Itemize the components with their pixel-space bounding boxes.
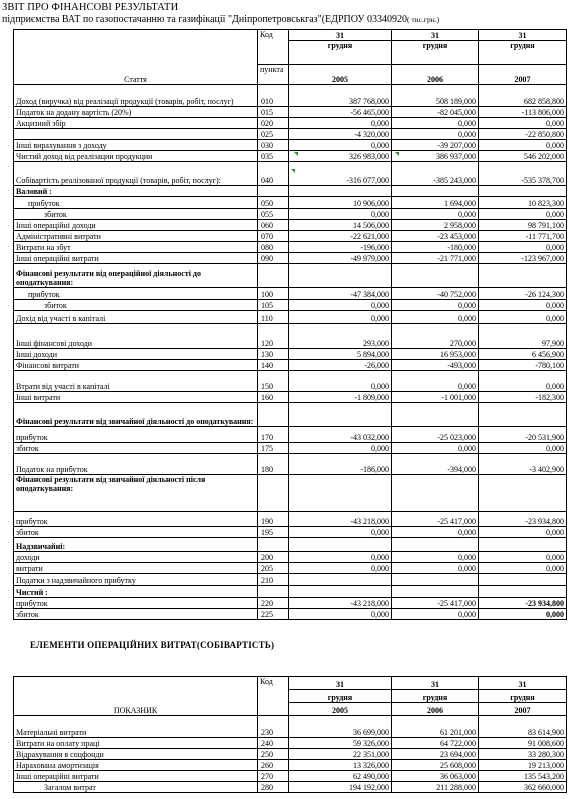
col-header-year: 2005 xyxy=(289,65,392,85)
row-label: Акцизний збір xyxy=(14,118,258,129)
row-code: 220 xyxy=(258,598,289,609)
row-code: 050 xyxy=(258,197,289,209)
value-cell: 682 858,800 xyxy=(479,85,567,107)
value-cell: 0,000 xyxy=(392,118,479,129)
value-cell: 386 937,000 xyxy=(392,151,479,162)
table-row xyxy=(14,107,567,118)
value-cell: 91 008,600 xyxy=(479,738,567,749)
table-row xyxy=(14,118,567,129)
value-cell: 23 694,000 xyxy=(392,749,479,760)
value-cell xyxy=(392,403,479,427)
value-cell: -182,300 xyxy=(479,392,567,403)
value-cell: 0,000 xyxy=(392,563,479,574)
value-cell xyxy=(392,574,479,586)
value-cell: 0,000 xyxy=(289,118,392,129)
row-code: 180 xyxy=(258,454,289,475)
value-cell xyxy=(392,475,479,512)
value-cell: 59 326,000 xyxy=(289,738,392,749)
value-cell: 194 192,000 xyxy=(289,782,392,793)
value-cell: 0,000 xyxy=(479,311,567,324)
row-label: Витрати на збут xyxy=(14,242,258,253)
row-label: збиток xyxy=(14,443,258,454)
row-code: 250 xyxy=(258,749,289,760)
col-header-year: 2005 xyxy=(289,703,392,716)
row-code: 210 xyxy=(258,574,289,586)
value-cell xyxy=(289,186,392,197)
value-cell: -394,000 xyxy=(392,454,479,475)
value-cell xyxy=(479,403,567,427)
value-cell: 10 906,000 xyxy=(289,197,392,209)
table-row xyxy=(14,609,567,620)
value-cell: 0,000 xyxy=(289,300,392,311)
value-cell: 0,000 xyxy=(479,300,567,311)
value-cell: 83 614,900 xyxy=(479,716,567,738)
value-cell: -20 531,900 xyxy=(479,427,567,443)
value-cell: 326 983,000 xyxy=(289,151,392,162)
col-header-month: грудня xyxy=(392,690,479,703)
financial-results-table xyxy=(13,29,567,620)
value-cell: 0,000 xyxy=(289,209,392,220)
table-row xyxy=(14,209,567,220)
row-label: Інші вирахування з доходу xyxy=(14,140,258,151)
table-row xyxy=(14,454,567,475)
row-code: 020 xyxy=(258,118,289,129)
value-cell: -43 032,000 xyxy=(289,427,392,443)
value-cell: -385 243,000 xyxy=(392,162,479,186)
value-cell: -123 967,000 xyxy=(479,253,567,264)
value-cell: -3 402,900 xyxy=(479,454,567,475)
col-header-article: Стаття xyxy=(14,30,258,85)
row-code: 060 xyxy=(258,220,289,231)
value-cell: 0,000 xyxy=(289,609,392,620)
row-code: 260 xyxy=(258,760,289,771)
table-row xyxy=(14,140,567,151)
value-cell: -43 218,000 xyxy=(289,512,392,527)
value-cell: 0,000 xyxy=(392,609,479,620)
table-row xyxy=(14,253,567,264)
report-subtitle xyxy=(2,14,439,25)
value-cell: -493,000 xyxy=(392,360,479,371)
value-cell: -26,000 xyxy=(289,360,392,371)
value-cell: 0,000 xyxy=(479,609,567,620)
table-row xyxy=(14,324,567,349)
row-code xyxy=(258,264,289,288)
value-cell: 387 768,000 xyxy=(289,85,392,107)
value-cell: 25 608,000 xyxy=(392,760,479,771)
row-label: Фінансові витрати xyxy=(14,360,258,371)
row-label: Чистий : xyxy=(14,586,258,598)
row-label: Фінансові результати від операційної діяльності до оподаткування: xyxy=(14,264,258,288)
value-cell: 36 699,000 xyxy=(289,716,392,738)
row-label: Загалом витрат xyxy=(14,782,258,793)
row-code: 195 xyxy=(258,527,289,538)
operating-expenses-table xyxy=(13,676,567,793)
table-row xyxy=(14,360,567,371)
row-code: 120 xyxy=(258,324,289,349)
table-row xyxy=(14,538,567,552)
cell-indicator-icon xyxy=(395,152,399,156)
row-label: збиток xyxy=(14,609,258,620)
value-cell: -22 850,800 xyxy=(479,129,567,140)
units-label: ( тис.грн.) xyxy=(407,15,440,24)
row-label: Податок на прибуток xyxy=(14,454,258,475)
table-row xyxy=(14,311,567,324)
row-label: Фінансові результати від звичайної діяльності після оподаткування: xyxy=(14,475,258,512)
value-cell: 22 351,000 xyxy=(289,749,392,760)
value-cell: 16 953,000 xyxy=(392,349,479,360)
row-code: 200 xyxy=(258,552,289,563)
value-cell: 0,000 xyxy=(289,443,392,454)
value-cell: -21 771,000 xyxy=(392,253,479,264)
value-cell: -56 465,000 xyxy=(289,107,392,118)
value-cell: 33 280,300 xyxy=(479,749,567,760)
table-row xyxy=(14,716,567,738)
report-title: ЗВІТ ПРО ФІНАНСОВІ РЕЗУЛЬТАТИ xyxy=(2,2,179,13)
row-label: Податок на додану вартість (20%) xyxy=(14,107,258,118)
value-cell: 98 791,100 xyxy=(479,220,567,231)
value-cell: -25 417,000 xyxy=(392,512,479,527)
row-label: Інші операційні доходи xyxy=(14,220,258,231)
row-code: 225 xyxy=(258,609,289,620)
row-label: Інші фінансові доходи xyxy=(14,324,258,349)
value-cell: 5 894,000 xyxy=(289,349,392,360)
table-row xyxy=(14,85,567,107)
value-cell: -23 934,800 xyxy=(479,598,567,609)
table-row xyxy=(14,220,567,231)
row-label: Собівартість реалізованої продукції (товарів, робіт, послуг): xyxy=(14,162,258,186)
table-row xyxy=(14,527,567,538)
value-cell: 0,000 xyxy=(289,552,392,563)
table-row xyxy=(14,738,567,749)
col-header-month: грудня xyxy=(479,41,567,65)
row-code: 130 xyxy=(258,349,289,360)
row-code: 080 xyxy=(258,242,289,253)
row-label: збиток xyxy=(14,527,258,538)
value-cell: 14 506,000 xyxy=(289,220,392,231)
row-code: 090 xyxy=(258,253,289,264)
col-header-indicator: ПОКАЗНИК xyxy=(14,677,258,716)
value-cell: -26 124,300 xyxy=(479,288,567,300)
row-label: Доход (виручка) від реалізації продукції (товарів, робіт, послуг) xyxy=(14,85,258,107)
table-row xyxy=(14,749,567,760)
row-code: 270 xyxy=(258,771,289,782)
col-header-month: грудня xyxy=(479,690,567,703)
row-label xyxy=(14,129,258,140)
row-label: Інші витрати xyxy=(14,392,258,403)
value-cell xyxy=(289,264,392,288)
row-code: 230 xyxy=(258,716,289,738)
row-code: 100 xyxy=(258,288,289,300)
row-code: 190 xyxy=(258,512,289,527)
table-row xyxy=(14,231,567,242)
col-header-month: грудня xyxy=(289,690,392,703)
value-cell xyxy=(392,186,479,197)
value-cell: -23 934,800 xyxy=(479,512,567,527)
value-cell: 0,000 xyxy=(392,443,479,454)
row-code: 035 xyxy=(258,151,289,162)
row-code xyxy=(258,586,289,598)
value-cell: 0,000 xyxy=(392,129,479,140)
table-row xyxy=(14,563,567,574)
value-cell: 270,000 xyxy=(392,324,479,349)
table-row xyxy=(14,300,567,311)
row-label: прибуток xyxy=(14,427,258,443)
value-cell: 6 456,900 xyxy=(479,349,567,360)
value-cell: 0,000 xyxy=(479,527,567,538)
table-row xyxy=(14,598,567,609)
value-cell: -47 384,000 xyxy=(289,288,392,300)
value-cell xyxy=(289,403,392,427)
value-cell xyxy=(392,586,479,598)
table-row xyxy=(14,288,567,300)
value-cell: 0,000 xyxy=(479,443,567,454)
table-row xyxy=(14,242,567,253)
value-cell: -23 453,000 xyxy=(392,231,479,242)
row-code: 160 xyxy=(258,392,289,403)
col-header-day: 31 xyxy=(479,677,567,690)
table-row xyxy=(14,162,567,186)
row-label: доходи xyxy=(14,552,258,563)
col-header-day: 31 xyxy=(392,30,479,41)
table-row xyxy=(14,427,567,443)
value-cell: 0,000 xyxy=(479,118,567,129)
value-cell: 64 722,000 xyxy=(392,738,479,749)
col-header-year: 2007 xyxy=(479,65,567,85)
col-header-day: 31 xyxy=(392,677,479,690)
row-label: Адміністративні витрати xyxy=(14,231,258,242)
col-header-code: Код xyxy=(258,30,289,65)
value-cell: 10 823,300 xyxy=(479,197,567,209)
row-code: 030 xyxy=(258,140,289,151)
row-code: 040 xyxy=(258,162,289,186)
value-cell: 97,900 xyxy=(479,324,567,349)
value-cell: -22 621,000 xyxy=(289,231,392,242)
value-cell: -39 207,000 xyxy=(392,140,479,151)
value-cell: 0,000 xyxy=(392,311,479,324)
value-cell: -4 320,000 xyxy=(289,129,392,140)
value-cell: 0,000 xyxy=(479,242,567,253)
row-label: Чистий доход від реалізации продукции xyxy=(14,151,258,162)
table-row xyxy=(14,392,567,403)
value-cell: 0,000 xyxy=(392,209,479,220)
value-cell: -780,100 xyxy=(479,360,567,371)
value-cell: 0,000 xyxy=(479,563,567,574)
subtitle-text: підприємства ВАТ по газопостачанню та газифікації "Дніпропетровськгаз"(ЕДРПОУ 03340920 xyxy=(2,14,407,25)
col-header-code-2: пункта xyxy=(258,65,289,85)
value-cell xyxy=(289,475,392,512)
row-code: 105 xyxy=(258,300,289,311)
row-label: Податки з надзвичайного прибутку xyxy=(14,574,258,586)
value-cell: 0,000 xyxy=(479,140,567,151)
row-label: Матеріальні витрати xyxy=(14,716,258,738)
col-header-day: 31 xyxy=(479,30,567,41)
value-cell: 1 694,000 xyxy=(392,197,479,209)
value-cell: 0,000 xyxy=(392,527,479,538)
row-label: збиток xyxy=(14,209,258,220)
table-row xyxy=(14,129,567,140)
row-label: Надзвичайні: xyxy=(14,538,258,552)
row-label: Втрати від участі в капіталі xyxy=(14,371,258,392)
row-code xyxy=(258,186,289,197)
row-label: Фінансові результати від звичайної діяльності до оподаткування: xyxy=(14,403,258,427)
value-cell xyxy=(392,538,479,552)
table-row xyxy=(14,151,567,162)
value-cell: -186,000 xyxy=(289,454,392,475)
row-label: збиток xyxy=(14,300,258,311)
row-label: Валовий : xyxy=(14,186,258,197)
value-cell: 0,000 xyxy=(289,311,392,324)
table-row xyxy=(14,512,567,527)
value-cell: 13 326,000 xyxy=(289,760,392,771)
row-label: прибуток xyxy=(14,197,258,209)
value-cell: 0,000 xyxy=(392,371,479,392)
row-code: 205 xyxy=(258,563,289,574)
value-cell: 0,000 xyxy=(479,209,567,220)
row-label: Нарахована амортизація xyxy=(14,760,258,771)
value-cell xyxy=(479,186,567,197)
value-cell: 0,000 xyxy=(289,527,392,538)
table-row xyxy=(14,574,567,586)
value-cell: -25 417,000 xyxy=(392,598,479,609)
value-cell xyxy=(479,264,567,288)
table-row xyxy=(14,782,567,793)
value-cell xyxy=(479,475,567,512)
row-code: 140 xyxy=(258,360,289,371)
col-header-month: грудня xyxy=(289,41,392,65)
row-code xyxy=(258,538,289,552)
table-row xyxy=(14,186,567,197)
value-cell: 62 490,000 xyxy=(289,771,392,782)
table-row xyxy=(14,771,567,782)
value-cell: -180,000 xyxy=(392,242,479,253)
value-cell: 0,000 xyxy=(392,552,479,563)
row-label: прибуток xyxy=(14,512,258,527)
value-cell: -82 045,000 xyxy=(392,107,479,118)
value-cell xyxy=(479,574,567,586)
value-cell: 0,000 xyxy=(289,563,392,574)
table-row xyxy=(14,349,567,360)
value-cell: -11 771,700 xyxy=(479,231,567,242)
value-cell: 36 063,000 xyxy=(392,771,479,782)
value-cell: -49 979,000 xyxy=(289,253,392,264)
table-row xyxy=(14,760,567,771)
row-code: 015 xyxy=(258,107,289,118)
col-header-month: грудня xyxy=(392,41,479,65)
value-cell: -196,000 xyxy=(289,242,392,253)
value-cell: 293,000 xyxy=(289,324,392,349)
value-cell: 0,000 xyxy=(479,552,567,563)
value-cell: -25 023,000 xyxy=(392,427,479,443)
row-code: 110 xyxy=(258,311,289,324)
value-cell: -535 378,700 xyxy=(479,162,567,186)
value-cell: -43 218,000 xyxy=(289,598,392,609)
col-header-day: 31 xyxy=(289,30,392,41)
row-code: 280 xyxy=(258,782,289,793)
table-row xyxy=(14,443,567,454)
cell-indicator-icon xyxy=(291,169,295,173)
col-header-day: 31 xyxy=(289,677,392,690)
col-header-year: 2006 xyxy=(392,703,479,716)
value-cell: 508 189,000 xyxy=(392,85,479,107)
value-cell: 211 288,000 xyxy=(392,782,479,793)
row-label: Відрахування в соцфонди xyxy=(14,749,258,760)
table-row xyxy=(14,371,567,392)
row-code: 070 xyxy=(258,231,289,242)
value-cell: 362 660,000 xyxy=(479,782,567,793)
value-cell xyxy=(289,586,392,598)
row-label: Інші операційні витрати xyxy=(14,771,258,782)
row-label: Інші доходи xyxy=(14,349,258,360)
value-cell xyxy=(479,586,567,598)
value-cell: 0,000 xyxy=(479,371,567,392)
table-row xyxy=(14,403,567,427)
value-cell: -1 001,000 xyxy=(392,392,479,403)
table-row xyxy=(14,552,567,563)
value-cell xyxy=(289,538,392,552)
row-label: Інші операційні витрати xyxy=(14,253,258,264)
table-row xyxy=(14,264,567,288)
value-cell xyxy=(392,264,479,288)
row-code: 175 xyxy=(258,443,289,454)
row-code: 170 xyxy=(258,427,289,443)
value-cell: 2 958,000 xyxy=(392,220,479,231)
col-header-year: 2006 xyxy=(392,65,479,85)
value-cell: -1 809,000 xyxy=(289,392,392,403)
row-label: витрати xyxy=(14,563,258,574)
value-cell: 0,000 xyxy=(289,371,392,392)
row-label: Дохід від участі в капіталі xyxy=(14,311,258,324)
row-code: 010 xyxy=(258,85,289,107)
table-row xyxy=(14,475,567,512)
value-cell: -40 752,000 xyxy=(392,288,479,300)
value-cell: 0,000 xyxy=(289,140,392,151)
value-cell: 546 202,000 xyxy=(479,151,567,162)
value-cell: 0,000 xyxy=(392,300,479,311)
value-cell: 135 543,200 xyxy=(479,771,567,782)
value-cell xyxy=(479,538,567,552)
value-cell xyxy=(289,574,392,586)
table-row xyxy=(14,586,567,598)
col-header-year: 2007 xyxy=(479,703,567,716)
value-cell: -113 806,000 xyxy=(479,107,567,118)
value-cell: 61 201,000 xyxy=(392,716,479,738)
row-label: прибуток xyxy=(14,598,258,609)
value-cell: 19 213,000 xyxy=(479,760,567,771)
table-row xyxy=(14,197,567,209)
row-label: Витрати на оплату праці xyxy=(14,738,258,749)
row-code: 240 xyxy=(258,738,289,749)
row-code xyxy=(258,475,289,512)
cell-indicator-icon xyxy=(294,152,298,156)
row-code xyxy=(258,403,289,427)
row-code: 150 xyxy=(258,371,289,392)
value-cell: -316 077,000 xyxy=(289,162,392,186)
row-code: 025 xyxy=(258,129,289,140)
col-header-code: Код xyxy=(258,677,289,716)
row-code: 055 xyxy=(258,209,289,220)
section2-title: ЕЛЕМЕНТИ ОПЕРАЦІЙНИХ ВИТРАТ(СОБІВАРТІСТЬ) xyxy=(30,640,275,650)
row-label: прибуток xyxy=(14,288,258,300)
